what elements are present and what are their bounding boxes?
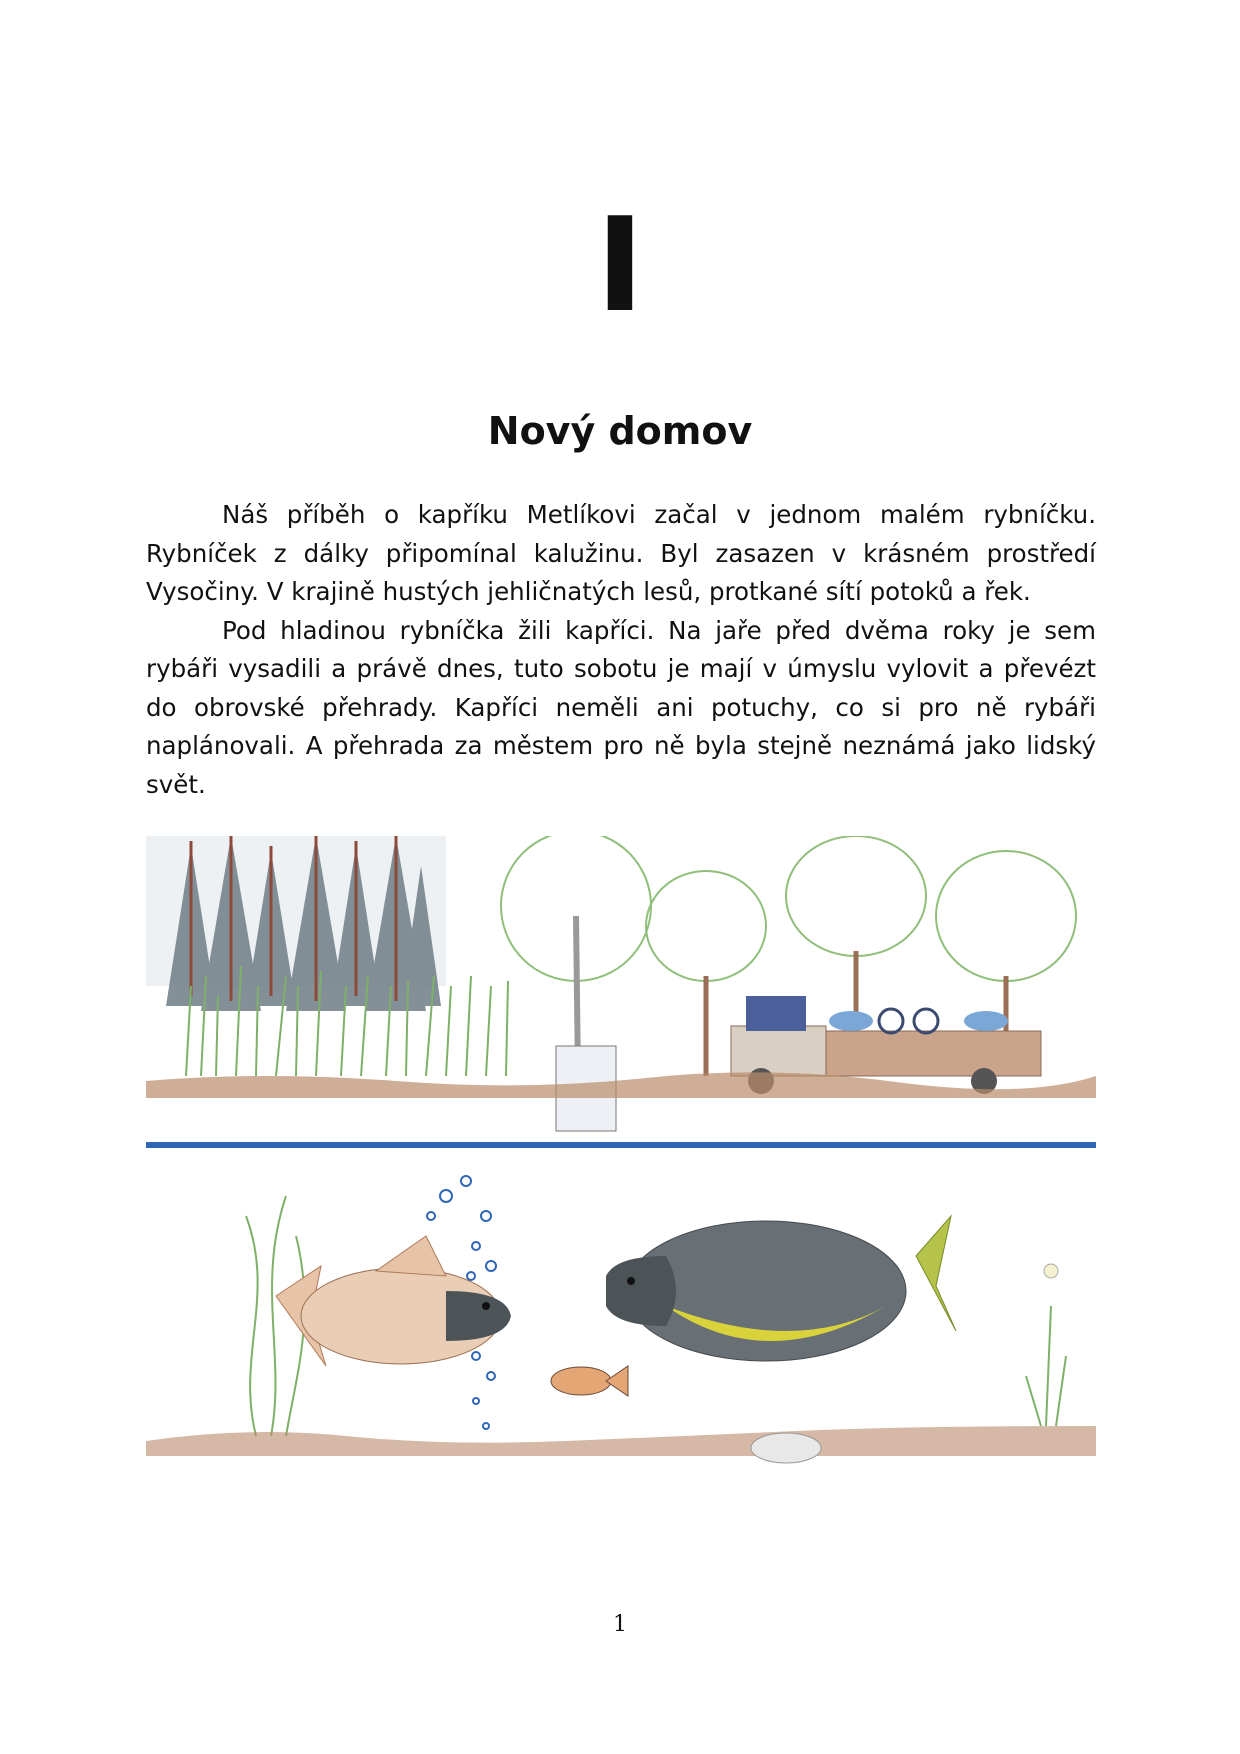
pond-illustration <box>146 836 1096 1511</box>
deciduous-trees <box>646 836 1076 981</box>
stone <box>751 1433 821 1463</box>
page-number: 1 <box>613 1612 627 1637</box>
water-surface <box>146 1142 1096 1148</box>
carp-mirror <box>606 1216 956 1361</box>
chapter-numeral: I <box>595 189 645 341</box>
perch <box>551 1366 628 1396</box>
chapter-text <box>146 496 1096 804</box>
carp-metlik <box>276 1236 511 1366</box>
chapter-title: Nový domov <box>487 409 753 453</box>
conifer-forest <box>146 836 446 1011</box>
flower-icon <box>1044 1264 1058 1278</box>
paragraph-1: Náš příběh o kapříku Metlíkovi začal v jednom malém rybníčku. Rybníček z dálky připomínal kalužinu. Byl zasazen v krásném prostředí Vysočiny. V krajině hustých jehličnatých lesů, protkané sítí potoků a řek. <box>146 500 1096 606</box>
paragraph-2: Pod hladinou rybníčka žili kapříci. Na jaře před dvěma roky je sem rybáři vysadili a právě dnes, tuto sobotu je mají v úmyslu vylovit a převézt do obrovské přehrady. Kapříci neměli ani potuchy, co si pro ně rybáři naplánovali. A přehrada za městem pro ně byla stejně neznámá jako lidský svět. <box>146 615 1096 799</box>
birch-tree <box>501 836 651 1076</box>
pond-bottom <box>146 1426 1096 1456</box>
